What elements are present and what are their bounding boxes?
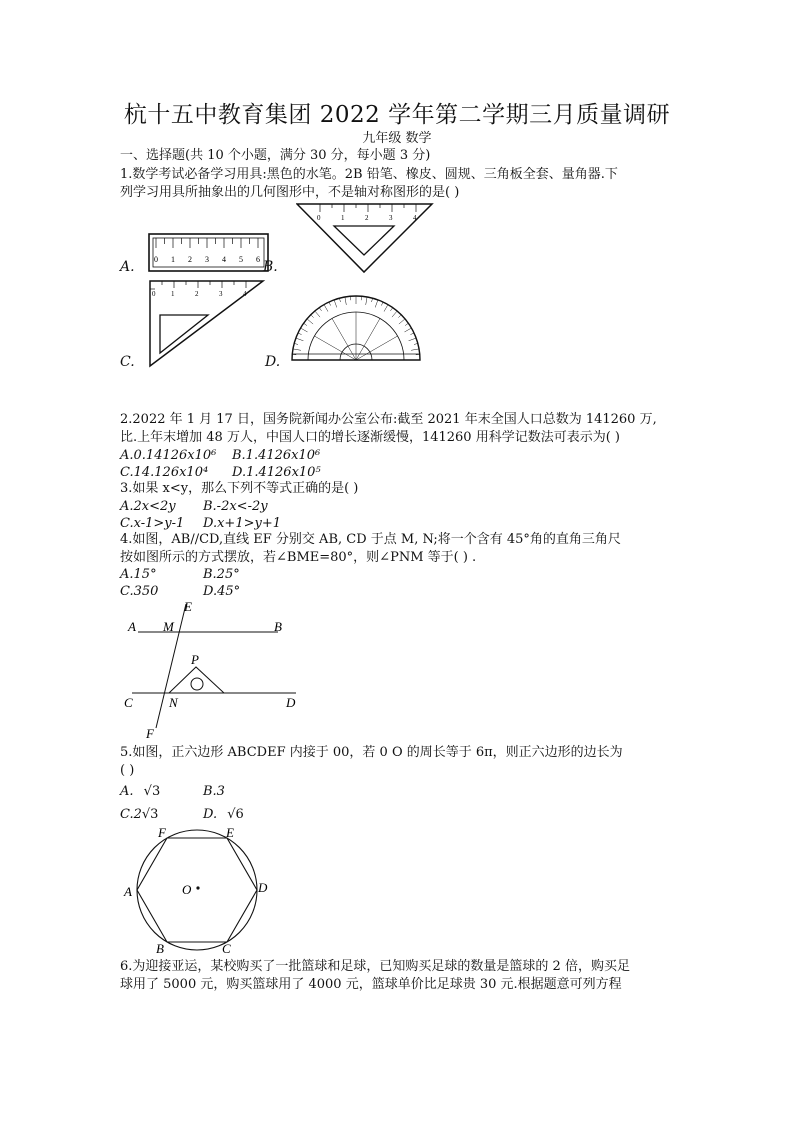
point-label-n: N — [169, 695, 178, 710]
triangle-tick: 3 — [219, 290, 223, 298]
q1-label-a: A. — [120, 259, 135, 275]
q1-stem-line2: 列学习用具所抽象出的几何图形中，不是轴对称图形的是( ) — [120, 185, 460, 200]
triangle-tick: 2 — [195, 290, 199, 298]
protractor-tick — [304, 323, 307, 325]
ruler-tick: 6 — [256, 255, 260, 264]
protractor-tick — [294, 343, 298, 344]
ruler-tick: 1 — [171, 255, 175, 264]
protractor-tick — [315, 311, 320, 317]
protractor-tick — [399, 319, 405, 324]
protractor-tick — [392, 311, 397, 317]
protractor-figure — [288, 294, 424, 366]
protractor-tick — [301, 328, 308, 332]
protractor-tick — [398, 315, 401, 318]
ruler-tick: 0 — [154, 255, 158, 264]
q4-option-c: C.350 — [120, 584, 159, 599]
vertex-label-f: F — [158, 825, 166, 840]
point-label-b: B — [274, 619, 282, 634]
vertex-label-e: E — [226, 825, 234, 840]
q3-option-a: A.2x<2y — [120, 499, 176, 514]
q5-option-c-label: C.2 — [120, 807, 142, 822]
page-title: 杭十五中教育集团 2022 学年第二学期三月质量调研 — [123, 102, 671, 128]
triangle-tick: 4 — [243, 290, 247, 298]
point-label-a: A — [128, 619, 136, 634]
q6-stem-line2: 球用了 5000 元，购买篮球用了 4000 元，篮球单价比足球贵 30 元.根据题意可列方程 — [120, 977, 622, 992]
protractor-tick — [334, 300, 337, 308]
vertex-label-a: A — [124, 884, 132, 899]
protractor-tick — [405, 328, 412, 332]
hexagon-figure — [118, 824, 278, 956]
q5-option-d-value: √6 — [227, 807, 244, 822]
q3-option-b: B.-2x<-2y — [203, 499, 268, 514]
protractor-tick — [384, 305, 388, 312]
q5-stem-line1: 5.如图，正六边形 ABCDEF 内接于 00，若 0 O 的周长等于 6π，则正六边形的边长为 — [120, 745, 623, 760]
triangle-tick: 0 — [152, 290, 156, 298]
q5-option-b: B.3 — [203, 784, 225, 799]
protractor-tick — [390, 308, 392, 311]
vertex-label-d: D — [258, 880, 268, 895]
protractor-tick — [405, 323, 408, 325]
protractor-tick — [319, 308, 321, 311]
q1-label-d: D. — [265, 354, 281, 370]
protractor-tick — [324, 305, 328, 312]
section-heading: 一、选择题(共 10 个小题，满分 30 分，每小题 3 分) — [120, 148, 431, 163]
q6-stem-line1: 6.为迎接亚运，某校购买了一批篮球和足球，已知购买足球的数量是篮球的 2 倍，购买足 — [120, 959, 630, 974]
triangle-tick: 3 — [389, 214, 393, 222]
triangle-tick: 2 — [365, 214, 369, 222]
protractor-tick — [411, 349, 419, 350]
protractor-tick — [381, 302, 383, 306]
center-label-o: O — [182, 882, 192, 897]
q2-stem-line1: 2.2022 年 1 月 17 日，国务院新闻办公室公布:截至 2021 年末全国人口总数为 141260 万, — [120, 412, 657, 427]
q1-label-b: B. — [263, 259, 278, 275]
protractor-tick — [329, 302, 331, 306]
triangle-tick: 4 — [413, 214, 417, 222]
q1-label-c: C. — [120, 354, 135, 370]
q5-option-d-label: D. — [203, 807, 218, 822]
protractor-tick — [298, 333, 302, 335]
ruler-tick: 3 — [205, 255, 209, 264]
parallel-lines-figure — [118, 596, 308, 742]
q4-option-d: D.45° — [203, 584, 241, 599]
q5-option-a — [120, 783, 160, 801]
triangle-tick: 1 — [341, 214, 345, 222]
ruler-figure — [148, 233, 270, 273]
q5-option-d — [203, 806, 244, 824]
ruler-tick: 4 — [222, 255, 226, 264]
q5-stem-line2: ( ) — [120, 763, 135, 778]
q2-option-c: C.14.126x10⁴ — [120, 465, 209, 480]
protractor-tick — [311, 315, 314, 318]
protractor-ray — [356, 336, 398, 360]
q2-option-a: A.0.14126x10⁶ — [120, 448, 217, 463]
protractor-tick — [366, 297, 367, 305]
protractor-tick — [372, 298, 373, 302]
protractor-tick — [375, 300, 378, 308]
q2-stem-line2: 比.上年末增加 48 万人，中国人口的增长逐渐缓慢，141260 用科学记数法可表示为( ) — [120, 430, 620, 445]
protractor-tick — [307, 319, 313, 324]
q3-option-c: C.x-1>y-1 — [120, 516, 185, 531]
protractor-tick — [296, 338, 304, 341]
set-square-figure-c — [148, 279, 266, 369]
point-label-c: C — [124, 695, 133, 710]
protractor-tick — [345, 297, 346, 305]
ruler-tick: 5 — [239, 255, 243, 264]
q5-option-c-value: √3 — [141, 807, 159, 822]
q4-stem-line2: 按如图所示的方式摆放，若∠BME=80°，则∠PNM 等于( ) . — [120, 550, 477, 565]
protractor-tick — [409, 338, 417, 341]
protractor-tick — [339, 298, 340, 302]
q3-stem: 3.如果 x<y，那么下列不等式正确的是( ) — [120, 481, 359, 496]
q5-option-c — [120, 806, 158, 824]
q1-stem-line1: 1.数学考试必备学习用具:黑色的水笔。2B 铅笔、橡皮、圆规、三角板全套、量角器.下 — [120, 167, 618, 182]
ruler-tick: 2 — [188, 255, 192, 264]
point-label-p: P — [191, 652, 199, 667]
triangle-tick: 1 — [171, 290, 175, 298]
protractor-tick — [293, 349, 301, 350]
vertex-label-b: B — [156, 941, 164, 956]
point-label-f: F — [146, 726, 154, 741]
protractor-ray — [314, 336, 356, 360]
q2-option-b: B.1.4126x10⁶ — [232, 448, 321, 463]
q5-option-a-label: A. — [120, 784, 134, 799]
triangle-tick: 0 — [317, 214, 321, 222]
point-label-d: D — [286, 695, 296, 710]
vertex-label-c: C — [222, 941, 231, 956]
q3-option-d: D.x+1>y+1 — [203, 516, 281, 531]
q4-stem-line1: 4.如图，AB//CD,直线 EF 分别交 AB, CD 于点 M, N;将一个含有 45°角的直角三角尺 — [120, 532, 621, 547]
point-label-m: M — [163, 619, 174, 634]
protractor-tick — [410, 333, 414, 335]
page-subtitle: 九年级 数学 — [362, 131, 432, 146]
q2-option-d: D.1.4126x10⁵ — [232, 465, 321, 480]
point-label-e: E — [184, 599, 192, 614]
set-square-figure-b — [296, 202, 434, 274]
q5-option-a-value: √3 — [143, 784, 161, 799]
q4-option-a: A.15° — [120, 567, 157, 582]
q4-option-b: B.25° — [203, 567, 240, 582]
protractor-tick — [414, 343, 418, 344]
